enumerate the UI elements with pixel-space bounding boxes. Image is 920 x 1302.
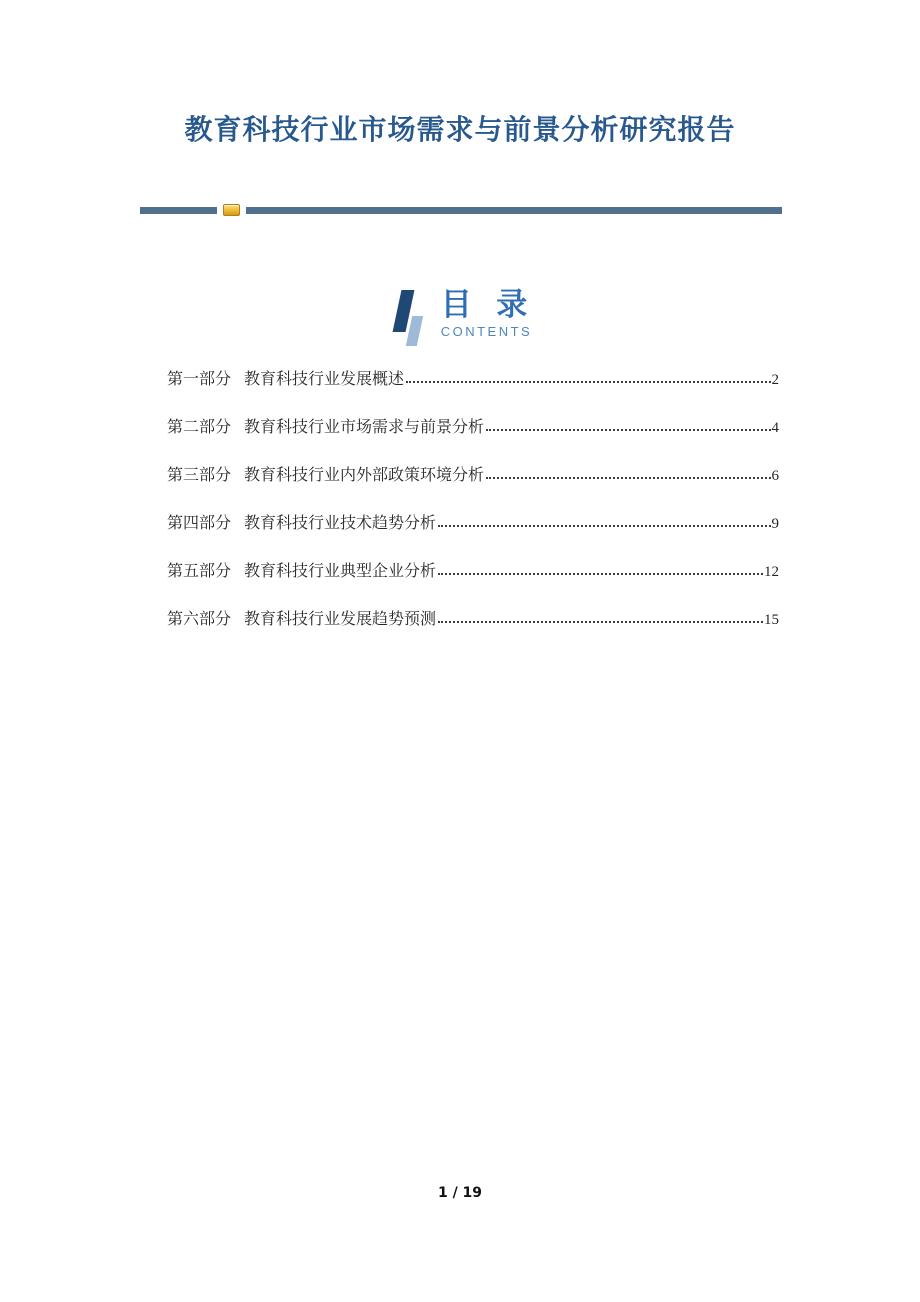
toc-header — [0, 288, 920, 348]
stripe-light-icon — [405, 316, 422, 346]
toc-dot-leader — [438, 621, 763, 623]
toc-entry-page: 6 — [771, 468, 779, 484]
toc-entry-page: 4 — [771, 420, 779, 436]
toc-dot-leader — [438, 525, 770, 527]
toc-entry-title: 教育科技行业内外部政策环境分析 — [244, 467, 485, 484]
toc-entry-part: 第一部分 — [167, 371, 232, 388]
toc-dot-leader — [486, 429, 770, 431]
toc-stripes-icon — [385, 288, 433, 348]
toc-entry-title: 教育科技行业典型企业分析 — [244, 563, 437, 580]
toc-list — [167, 366, 779, 654]
toc-dot-leader — [486, 477, 770, 479]
toc-entry-title: 教育科技行业发展概述 — [244, 371, 405, 388]
gold-ornament-icon — [223, 204, 240, 216]
toc-entry-page: 2 — [771, 372, 779, 388]
toc-entry-page: 12 — [764, 564, 779, 580]
toc-title-block — [441, 288, 536, 339]
toc-entry-1[interactable] — [167, 366, 779, 388]
toc-dot-leader — [438, 573, 763, 575]
toc-entry-title: 教育科技行业发展趋势预测 — [244, 611, 437, 628]
toc-entry-part: 第六部分 — [167, 611, 232, 628]
toc-entry-title: 教育科技行业技术趋势分析 — [244, 515, 437, 532]
toc-entry-part: 第三部分 — [167, 467, 232, 484]
toc-subheading: CONTENTS — [440, 324, 533, 340]
toc-entry-4[interactable] — [167, 510, 779, 532]
toc-entry-2[interactable] — [167, 414, 779, 436]
toc-entry-6[interactable] — [167, 606, 779, 628]
divider-bar-right — [246, 207, 782, 214]
title-divider — [140, 203, 782, 217]
toc-entry-part: 第四部分 — [167, 515, 232, 532]
toc-entry-part: 第二部分 — [167, 419, 232, 436]
toc-entry-page: 9 — [771, 516, 779, 532]
toc-entry-page: 15 — [764, 612, 779, 628]
report-title: 教育科技行业市场需求与前景分析研究报告 — [184, 114, 736, 145]
toc-entry-3[interactable] — [167, 462, 779, 484]
page-number-indicator: 1 / 19 — [437, 1185, 483, 1201]
divider-bar-left — [140, 207, 217, 214]
toc-dot-leader — [406, 381, 770, 383]
toc-entry-title: 教育科技行业市场需求与前景分析 — [244, 419, 485, 436]
toc-entry-part: 第五部分 — [167, 563, 232, 580]
toc-heading: 目 录 — [440, 287, 536, 322]
toc-entry-5[interactable] — [167, 558, 779, 580]
